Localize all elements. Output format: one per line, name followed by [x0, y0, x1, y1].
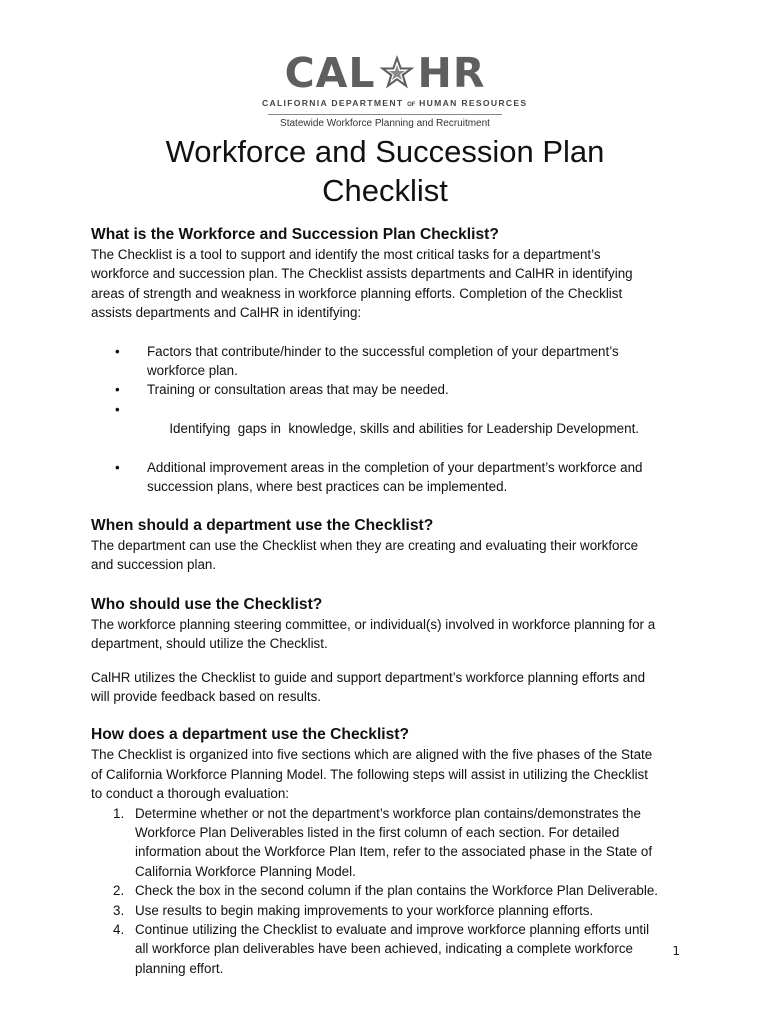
bullet-item — [91, 400, 691, 458]
document-title — [90, 132, 680, 210]
logo-text-hr: HR — [417, 49, 486, 97]
step-item — [91, 901, 691, 920]
numbered-steps — [91, 804, 691, 979]
text-line: California Workforce Planning Model. — [135, 863, 356, 879]
star-icon — [377, 52, 417, 94]
page-number: 1 — [672, 944, 680, 958]
title-line-1: Workforce and Succession Plan — [165, 134, 605, 169]
step-item — [91, 881, 691, 900]
step-number: 3. — [113, 902, 125, 918]
step-number: 2. — [113, 883, 125, 899]
step-number: 4. — [113, 921, 125, 937]
title-line-2: Checklist — [322, 173, 448, 208]
logo-subtitle-start: CALIFORNIA DEPARTMENT — [262, 98, 404, 108]
bullet-item — [91, 380, 691, 399]
paragraph-who-calhr — [91, 668, 691, 707]
text-line: assists departments and CalHR in identifying: — [91, 305, 362, 321]
step-item — [91, 920, 691, 978]
text-line: and succession plan. — [91, 557, 217, 573]
heading-how: How does a department use the Checklist? — [91, 726, 410, 744]
text-line: workforce and succession plan. The Checklist assists departments and CalHR in identifying — [91, 266, 633, 282]
text-line: Identifying gaps in knowledge, skills and abilities for Leadership Development. — [169, 421, 640, 437]
paragraph-when — [91, 536, 691, 575]
text-line: planning effort. — [135, 960, 224, 976]
text-line: CalHR utilizes the Checklist to guide and support department’s workforce planning efforts and — [91, 669, 646, 685]
heading-when: When should a department use the Checklist? — [91, 516, 434, 534]
text-line: workforce plan. — [147, 363, 238, 379]
paragraph-how — [91, 745, 691, 803]
heading-what: What is the Workforce and Succession Plan Checklist? — [91, 226, 499, 243]
text-line: The department can use the Checklist when they are creating and evaluating their workforce — [91, 537, 639, 553]
text-line: The workforce planning steering committee, or individual(s) involved in workforce planning for a — [91, 616, 656, 632]
text-line: Check the box in the second column if the plan contains the Workforce Plan Deliverable. — [135, 883, 659, 899]
logo-mark — [262, 49, 508, 97]
paragraph-who — [91, 615, 691, 654]
text-line: Additional improvement areas in the completion of your department’s workforce and — [147, 460, 643, 476]
text-line: of California Workforce Planning Model. The following steps will assist in utilizing the Checklist — [91, 766, 648, 782]
heading-who: Who should use the Checklist? — [91, 595, 323, 613]
text-line: The Checklist is organized into five sections which are aligned with the five phases of the State — [91, 747, 653, 763]
text-line: information about the Workforce Plan Item, refer to the associated phase in the State of — [135, 844, 653, 860]
logo-subtitle-of: OF — [407, 102, 416, 108]
logo-subtitle-end: HUMAN RESOURCES — [419, 98, 528, 108]
text-line: will provide feedback based on results. — [91, 688, 322, 704]
text-line: areas of strength and weakness in workforce planning efforts. Completion of the Checklist — [91, 285, 623, 301]
text-line: Continue utilizing the Checklist to evaluate and improve workforce planning efforts until — [135, 921, 650, 937]
bullet-list — [91, 342, 691, 497]
text-line: succession plans, where best practices can be implemented. — [147, 479, 508, 495]
text-line: Determine whether or not the department’s workforce plan contains/demonstrates the — [135, 805, 641, 821]
text-line: to conduct a thorough evaluation: — [91, 786, 290, 802]
text-line: The Checklist is a tool to support and identify the most critical tasks for a department’s — [91, 247, 601, 262]
text-line: department, should utilize the Checklist. — [91, 636, 328, 652]
text-line: Use results to begin making improvements to your workforce planning efforts. — [135, 902, 594, 918]
calhr-logo — [262, 49, 528, 132]
document-body — [91, 225, 691, 978]
step-number: 1. — [113, 805, 125, 821]
text-line: Training or consultation areas that may be needed. — [147, 382, 449, 398]
bullet-item — [91, 342, 691, 381]
logo-text-cal: CAL — [284, 49, 376, 97]
logo-subtitle — [262, 98, 528, 108]
text-line: Workforce Plan Deliverables listed in the first column of each section. For detailed — [135, 824, 620, 840]
bullet-item — [91, 458, 691, 497]
logo-tagline: Statewide Workforce Planning and Recruitment — [280, 118, 490, 129]
paragraph-what — [91, 245, 691, 323]
step-item — [91, 804, 691, 882]
text-line: Factors that contribute/hinder to the successful completion of your department’s — [147, 343, 619, 359]
logo-divider — [268, 114, 502, 115]
text-line: all workforce plan deliverables have been achieved, indicating a complete workforce — [135, 941, 633, 957]
